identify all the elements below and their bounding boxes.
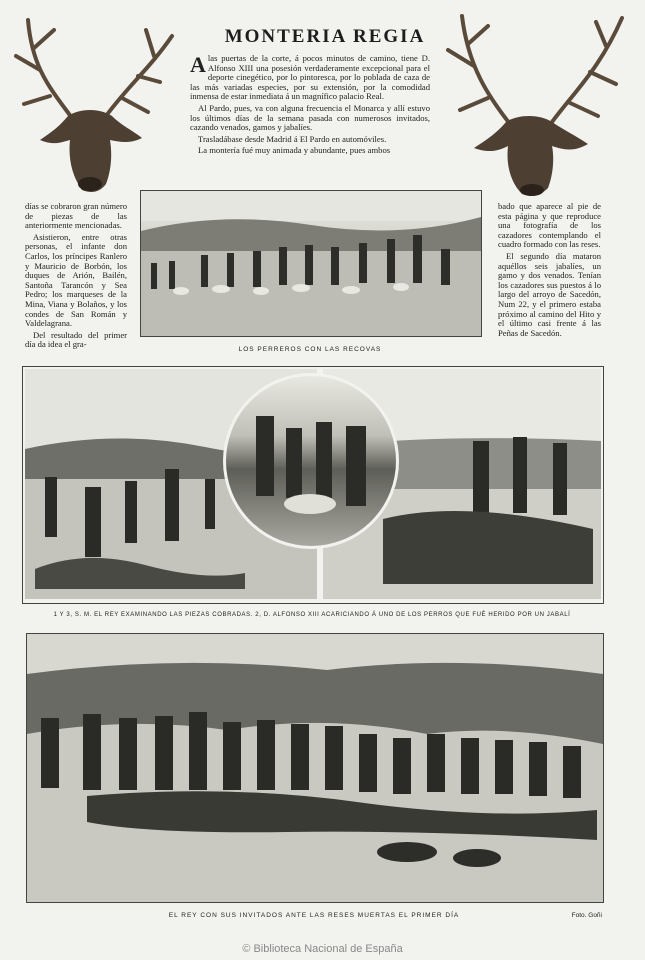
left-paragraph: Del resultado del primer día da idea el gra- (25, 329, 127, 350)
dropcap: A (190, 52, 206, 77)
right-paragraph: El segundo día mataron aquéllos seis jabalíes, un gamo y dos venados. Tenían los cazadores sus puestos á lo largo del arroyo de Sacedón, Num 22, y el primero estaba próximo al camino del Hito y el último casi frente á las Peñas de Sacedón. (498, 250, 601, 338)
stag-head-right-illustration (440, 6, 635, 198)
page-title: MONTERIA REGIA (224, 26, 426, 47)
caption-photo2: 1 Y 3, S. M. EL REY EXAMINANDO LAS PIEZAS COBRADAS. 2, D. ALFONSO XIII ACARICIANDO Á UNO DE LOS PERROS QUE FUÉ HERIDO POR UN JABALÍ (53, 612, 571, 618)
intro-paragraph: Al Pardo, pues, va con alguna frecuencia el Monarca y allí estuvo los últimos días de la semana pasada con numerosos invitados, cazando venados, gamos y jabalíes. (190, 102, 430, 133)
footer-copyright: © Biblioteca Nacional de España (242, 943, 403, 955)
stag-head-left-illustration (10, 8, 180, 193)
left-paragraph: Asistieron, entre otras personas, el infante don Carlos, los príncipes Ranlero y Mauricio de Borbón, los duques de Arión, Bailén, Santoña Tarancón y Sea Pedro; los marqueses de la Mina, Viana y Bolaños, y los condes de San Román y Valdelagrana. (25, 231, 127, 329)
photo-king-with-guests (26, 633, 604, 903)
photo-composite-frame (22, 366, 604, 604)
photo-dog-handlers (140, 190, 482, 337)
left-column-text (25, 202, 127, 352)
right-column-text (498, 202, 601, 340)
caption-photo3: EL REY CON SUS INVITADOS ANTE LAS RESES MUERTAS EL PRIMER DÍA (168, 912, 460, 919)
left-paragraph: días se cobraron gran número de piezas de las anteriormente mencionadas. (25, 201, 127, 231)
right-paragraph: bado que aparece al pie de esta página y que reproduce una fotografía de los cazadores contemplando el cuadro formado con las reses. (498, 201, 601, 250)
intro-paragraph: las puertas de la corte, á pocos minutos de camino, tiene D. Alfonso XIII una posesión verdaderamente excepcional para el deporte cinegético, por lo pintoresca, por lo poblada de caza de las más variadas especies, por su extensión, por la comodidad inmensa de estar inmediata á un magnífico palacio Real. (190, 53, 430, 102)
caption-photo1: LOS PERREROS CON LAS RECOVAS (238, 346, 382, 353)
intro-text (190, 54, 430, 158)
intro-paragraph: La montería fué muy animada y abundante, pues ambos (198, 145, 391, 156)
intro-paragraph: Trasladábase desde Madrid á El Pardo en automóviles. (198, 133, 387, 144)
photo-king-petting-dog-oval (223, 373, 399, 549)
photo-credit: Foto. Goñi (571, 912, 602, 919)
